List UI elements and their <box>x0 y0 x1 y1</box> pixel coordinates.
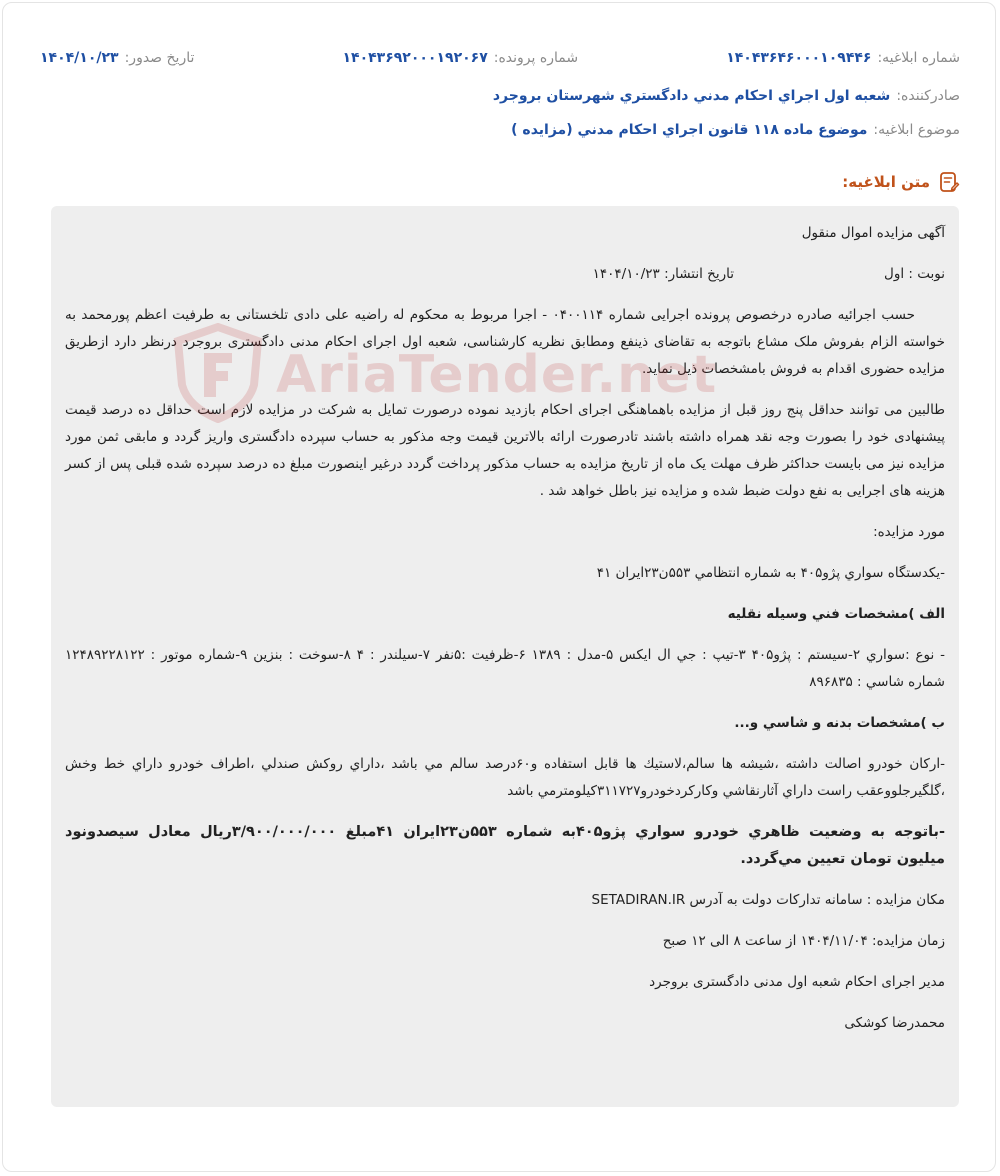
item-label: مورد مزایده: <box>873 524 945 540</box>
manager-text: مدیر اجرای احکام شعبه اول مدنی دادگستری بروجرد <box>649 974 945 990</box>
notice-body <box>51 206 959 1107</box>
document-edit-icon <box>938 171 960 193</box>
item-text: -يكدستگاه سواري پژو۴۰۵ به شماره انتظامي ۵۵۳ن۲۳ايران ۴۱ <box>596 565 945 581</box>
spec-b-text: -اركان خودرو اصالت داشته ،شيشه ها سالم،لاستيك ها قابل استفاده و۶۰درصد سالم مي باشد ،داراي روكش صندلي ،اطراف خودرو داراي خط وخش ،گلگيرجلووعقب راست داراي آثارنقاشي وكاركردخودرو۳۱۱۷۲۷كيلومترمي باشد <box>65 756 945 799</box>
case-number-value: ۱۴۰۴۳۶۹۲۰۰۰۱۹۲۰۶۷ <box>342 50 488 66</box>
round-text: نوبت : اول <box>884 266 945 282</box>
publish-date: تاریخ انتشار: ۱۴۰۴/۱۰/۲۳ <box>592 266 735 282</box>
spec-a-text: - نوع :سواري ۲-سيستم : پژو۴۰۵ ۳-تيپ : جي ال ايكس ۵-مدل : ۱۳۸۹ ۶-ظرفيت :۵نفر ۷-سيلندر : ۴ ۸-سوخت : بنزين ۹-شماره موتور : ۱۲۴۸۹۲۲۸۱۲۲ شماره شاسي : ۸۹۶۸۳۵ <box>65 647 946 690</box>
subject-row <box>511 118 960 142</box>
notice-number <box>726 50 960 66</box>
valuation-text: -باتوجه به وضعيت ظاهري خودرو سواري پژو۴۰۵به شماره ۵۵۳ن۲۳ايران ۴۱مبلغ ۳/۹۰۰/۰۰۰/۰۰۰ريال معادل سيصدونود ميليون تومان تعيين مي‌گردد. <box>65 824 945 867</box>
notice-number-value: ۱۴۰۴۳۶۴۶۰۰۰۱۰۹۴۴۶ <box>726 50 872 66</box>
notice-text-title: متن ابلاغیه: <box>842 173 930 191</box>
issue-date <box>40 50 194 66</box>
case-number-label: شماره پرونده: <box>493 50 579 66</box>
round-row <box>65 261 945 288</box>
subject-label: موضوع ابلاغیه: <box>873 122 960 138</box>
meta-row <box>40 46 960 70</box>
issuer-label: صادرکننده: <box>896 88 960 104</box>
issuer-value: شعبه اول اجراي احكام مدني دادگستري شهرستان بروجرد <box>492 88 891 104</box>
spec-a-title: الف )مشخصات فني وسيله نقليه <box>727 606 945 622</box>
location-text: مکان مزایده : سامانه تدارکات دولت به آدرس SETADIRAN.IR <box>591 892 945 908</box>
signer-text: محمدرضا کوشکی <box>844 1015 945 1031</box>
issue-date-value: ۱۴۰۴/۱۰/۲۳ <box>40 50 119 66</box>
notice-text-heading <box>842 168 960 196</box>
issuer-row <box>493 84 960 108</box>
paragraph-1: حسب اجرائیه صادره درخصوص پرونده اجرایی شماره ۰۴۰۰۱۱۴ - اجرا مربوط به محکوم له راضیه علی دادی تلخستانی به طرفیت اعظم پورمحمد به خواسته الزام بفروش ملک مشاع باتوجه به تقاضای ذینفع ومطابق نظریه کارشناسی، شعبه اول اجرای احکام مدنی دادگستری بروجرد درنظر دارد ازطریق مزایده حضوری اقدام به فروش بامشخصات ذیل نماید. <box>65 307 945 377</box>
issue-date-label: تاریخ صدور: <box>124 50 195 66</box>
body-title: آگهی مزایده اموال منقول <box>801 225 945 241</box>
time-text: زمان مزایده: ۱۴۰۴/۱۱/۰۴ از ساعت ۸ الی ۱۲ صبح <box>662 933 945 949</box>
paragraph-2: طالبین می توانند حداقل پنج روز قبل از مزایده باهماهنگی اجرای احکام بازدید نموده درصورت تمایل به شرکت در مزایده لازم است حداقل ده درصد قیمت پیشنهادی خود را بصورت وجه نقد همراه داشته باشند تادرصورت ارائه بالاترین قیمت وجه مذکور به حساب سپرده دادگستری واریز گردد و مابقی ثمن مورد مزایده نیز می بایست حداکثر ظرف مهلت یک ماه از تاریخ مزایده به حساب مذکور پرداخت گردد درغیر اینصورت مبلغ ده درصد سپرده شده قبلی پس از کسر هزینه های اجرایی به نفع دولت ضبط شده و مزایده نیز باطل خواهد شد . <box>65 402 945 499</box>
subject-value: موضوع ماده ۱۱۸ قانون اجراي احكام مدني (مزايده ) <box>511 122 868 138</box>
case-number <box>342 50 578 66</box>
notice-number-label: شماره ابلاغیه: <box>877 50 960 66</box>
spec-b-title: ب )مشخصات بدنه و شاسي و... <box>734 715 945 731</box>
